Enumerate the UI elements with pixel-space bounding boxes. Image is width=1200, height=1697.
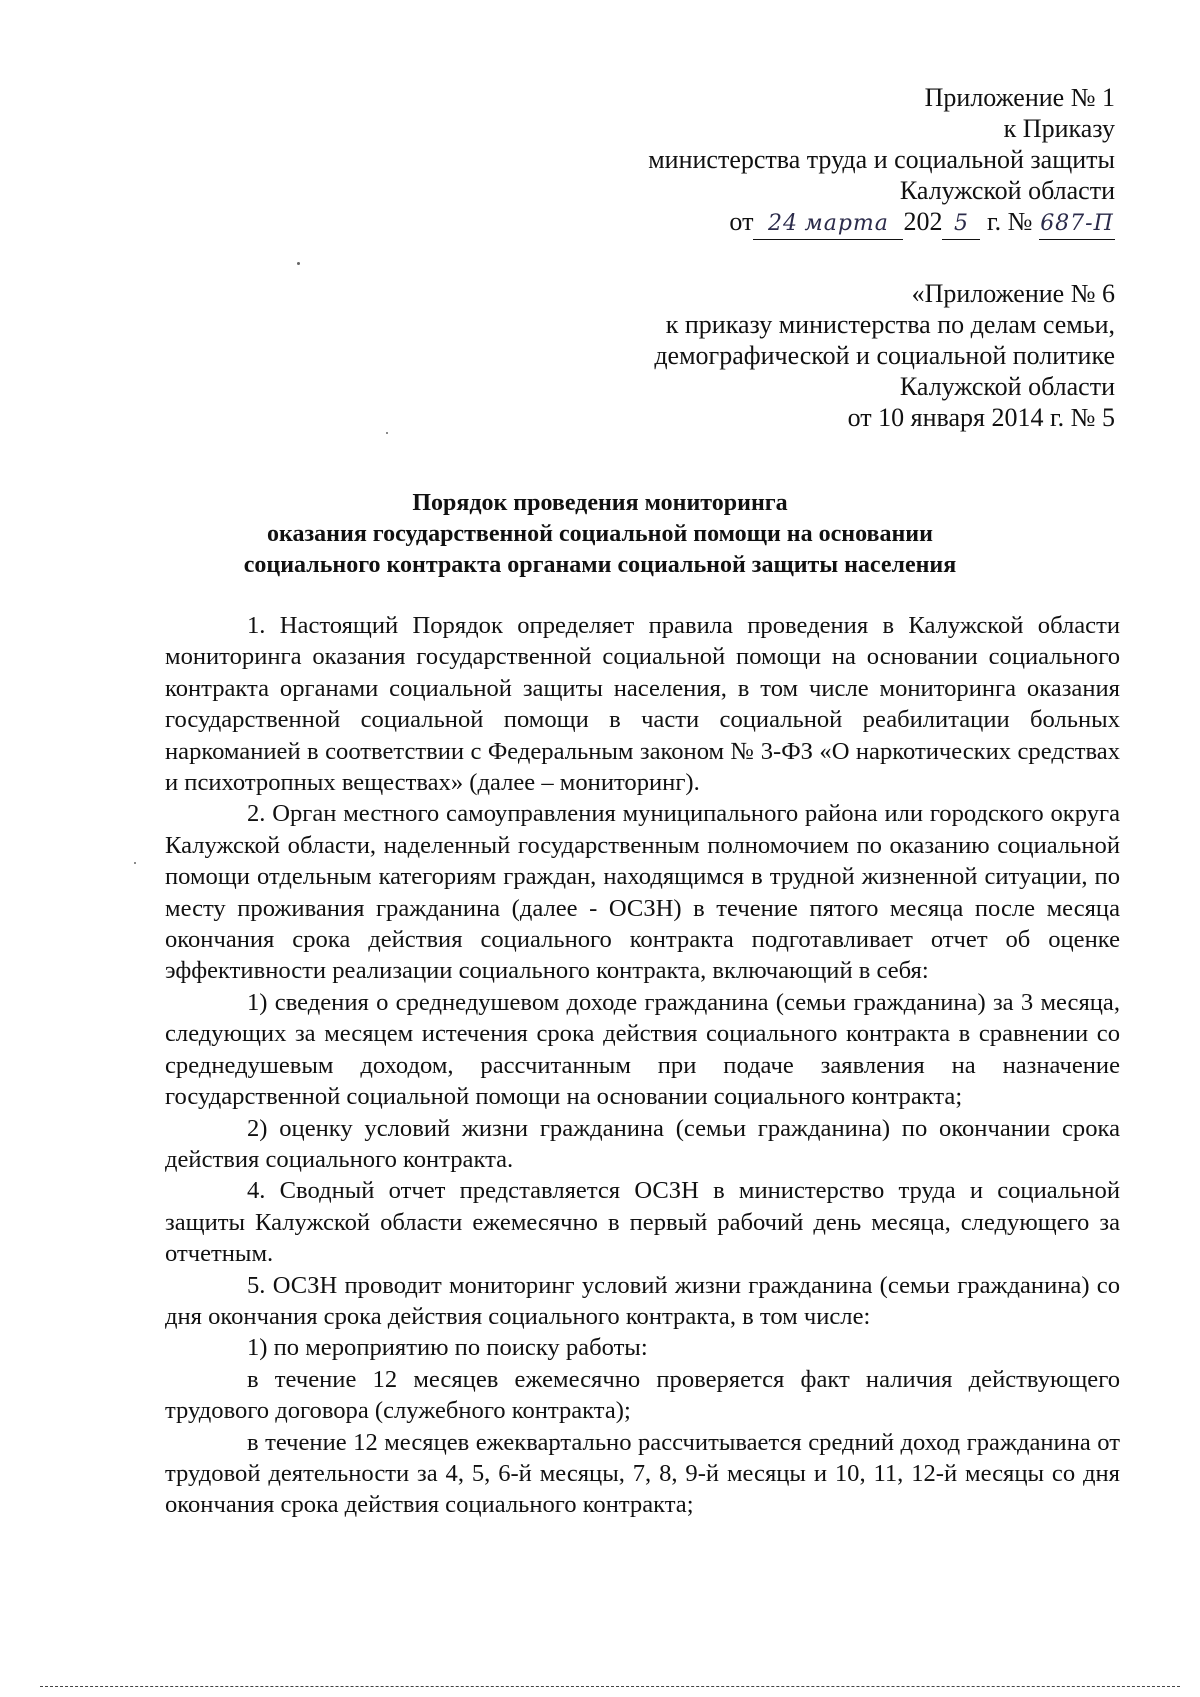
scan-speck — [297, 262, 300, 265]
appendix-6-line1: «Приложение № 6 — [911, 279, 1115, 308]
appendix-1-line1: Приложение № 1 — [924, 83, 1115, 112]
paragraph-5-item-1: 1) по мероприятию по поиску работы: — [247, 1334, 648, 1362]
title-line2: оказания государственной социальной помощи на основании — [267, 521, 933, 547]
handwritten-year: 5 — [953, 211, 969, 236]
order-number-blank — [1039, 206, 1115, 240]
paragraph-1: 1. Настоящий Порядок определяет правила проведения в Калужской области мониторинга оказания государственной социальной помощи на основании социального контракта органами социальной защиты населения, в том числе мониторинга оказания государственной социальной помощи в части социальной реабилитации больных наркоманией в соответствии с Федеральным законом № 3-ФЗ «О наркотических средствах и психотропных веществах» (далее – мониторинг). — [165, 612, 1120, 797]
paragraph-4: 4. Сводный отчет представляется ОСЗН в министерство труда и социальной защиты Калужской области ежемесячно в первый рабочий день месяца, следующего за отчетным. — [165, 1177, 1120, 1268]
paragraph-2-item-1: 1) сведения о среднедушевом доходе гражданина (семьи гражданина) за 3 месяца, следующих за месяцем истечения срока действия социального контракта в сравнении со среднедушевым доходом, рассчитанным при подаче заявления на назначение государственной социальной помощи на основании социального контракта; — [165, 988, 1120, 1111]
appendix-1-date-line — [648, 206, 1115, 240]
appendix-6-line3: демографической и социальной политике — [654, 341, 1115, 370]
appendix-1-line3: министерства труда и социальной защиты — [648, 145, 1115, 174]
date-day-month-blank — [753, 206, 903, 240]
appendix-6-line5: от 10 января 2014 г. № 5 — [847, 403, 1115, 432]
handwritten-month: марта — [804, 211, 889, 236]
paragraph-2: 2. Орган местного самоуправления муниципального района или городского округа Калужской области, наделенный государственным полномочием по оказанию социальной помощи отдельным категориям граждан, находящимся в трудной жизненной ситуации, по месту проживания гражданина (далее - ОСЗН) в течение пятого месяца после месяца окончания срока действия социального контракта подготавливает отчет об оценке эффективности реализации социального контракта, включающий в себя: — [165, 800, 1120, 985]
scan-bottom-edge — [40, 1686, 1180, 1687]
scan-speck — [134, 862, 136, 864]
appendix-6-line4: Калужской области — [899, 372, 1115, 401]
document-title — [0, 488, 1200, 581]
title-line1: Порядок проведения мониторинга — [412, 490, 788, 516]
appendix-6-line2: к приказу министерства по делам семьи, — [665, 310, 1115, 339]
date-number-label: г. № — [986, 207, 1033, 236]
appendix-1-line2: к Приказу — [1003, 114, 1115, 143]
date-prefix: от — [729, 207, 754, 236]
scan-speck — [386, 432, 388, 434]
document-body — [165, 610, 1120, 1521]
date-year-prefix: 202 — [903, 207, 943, 236]
appendix-1-header — [648, 82, 1115, 240]
appendix-6-header — [654, 278, 1115, 433]
handwritten-day: 24 — [767, 211, 798, 236]
paragraph-5-item-1a: в течение 12 месяцев ежемесячно проверяется факт наличия действующего трудового договора (служебного контракта); — [165, 1365, 1120, 1425]
paragraph-2-item-2: 2) оценку условий жизни гражданина (семьи гражданина) по окончании срока действия социального контракта. — [165, 1114, 1120, 1173]
title-line3: социального контракта органами социальной защиты населения — [243, 552, 957, 578]
appendix-1-line4: Калужской области — [899, 176, 1115, 205]
paragraph-5-item-1b: в течение 12 месяцев ежеквартально рассчитывается средний доход гражданина от трудовой деятельности за 4, 5, 6-й месяцы, 7, 8, 9-й месяцы и 10, 11, 12-й месяцы со дня окончания срока действия социального контракта; — [165, 1428, 1120, 1519]
paragraph-5: 5. ОСЗН проводит мониторинг условий жизни гражданина (семьи гражданина) со дня окончания срока действия социального контракта, в том числе: — [165, 1271, 1120, 1330]
handwritten-order-number: 687-П — [1040, 211, 1114, 236]
date-year-blank — [942, 206, 980, 240]
